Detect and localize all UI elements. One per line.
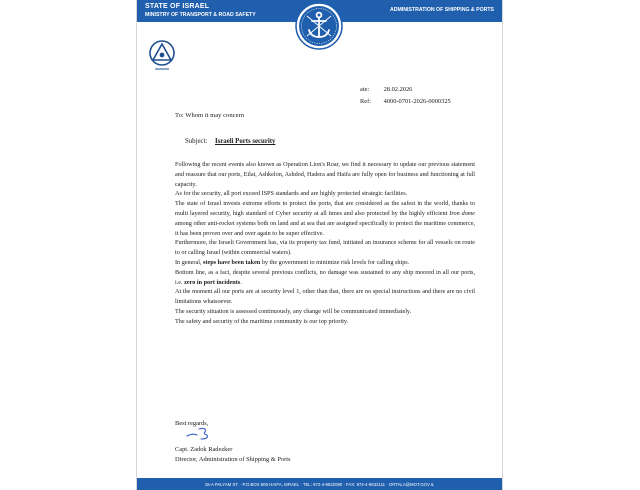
recipient-line: To: Whom it may concern [175,112,244,119]
body-paragraph [175,307,475,317]
paragraph-text: The security situation is assessed continuously, any change will be communicated immediately. [175,307,412,315]
emphasis-text: zero in port incidents [184,278,241,286]
administration-heading: ADMINISTRATION OF SHIPPING & PORTS [390,7,494,13]
subject-label: Subject: [185,138,208,145]
letter-date: 28.02.2026 [383,86,413,93]
paragraph-text: The safety and security of the maritime community is our top priority. [175,317,349,325]
footer-address: 15-A PALYAM ST. · P.O.BOX 806 HAIFA, ISRAEL · TEL: 972-4-8632080 · FAX: 972-4-8632111 · ORTALA@MOT.GOV.IL [204,481,435,487]
footer-contact-bar [137,478,502,490]
body-paragraph [175,268,475,288]
body-paragraph [175,317,475,327]
reference-line [360,98,451,106]
reference-number: 4000-0701-2026-0000325 [383,98,451,105]
signer-name: Capt. Zadok Radezker [175,446,233,453]
ministry-heading: MINISTRY OF TRANSPORT & ROAD SAFETY [145,12,256,18]
letter-page [137,0,502,490]
body-paragraph [175,287,475,307]
paragraph-text: among other anti-rocket systems both on land and at sea that are assigned specifically to protect the maritime commerce, it has been proven over and over again to be super effective. [175,219,475,237]
anchor-emblem-icon [295,2,343,50]
paragraph-text: In general, [175,258,204,266]
date-label: ate: [360,86,370,93]
paragraph-text: As for the security, all port exceed ISPS standards and are highly protected strategic facilities. [175,190,408,198]
triangle-logo-icon [147,36,177,76]
paragraph-text: At the moment all our ports are at security level 1, other than that, there are no special instructions and there are no civil limitations whatsoever. [175,288,475,306]
handwritten-signature-icon [185,425,219,441]
paragraph-text: . [240,278,242,286]
subject-title: Israeli Ports security [214,138,276,145]
body-paragraph [175,199,475,238]
paragraph-text: Furthermore, the Israeli Government has, via its property tax fund, initiated an insurance scheme for all vessels on route to or calling Israel (within commercial waters). [175,239,475,257]
paragraph-text: Bottom line, as a fact, despite several previous conflicts, no damage was sustained to any ship moored in all our ports, i.e. [175,268,475,286]
signer-title: Director, Administration of Shipping & Ports [175,456,291,463]
state-of-israel-heading: STATE OF ISRAEL [145,3,210,10]
date-line [360,86,412,94]
paragraph-text: The state of Israel invests extreme efforts to protect the ports, that are considered as the safest in the world, thanks to multi layered security, high standard of Cyber security at all times and also protected by the highly efficient [175,200,475,217]
subject-line [185,138,275,145]
closing-regards: Best regards, [175,420,209,427]
letter-body [175,160,475,327]
body-paragraph [175,258,475,268]
body-paragraph [175,238,475,258]
emphasis-text: Iron dome [449,209,476,217]
reference-label: Ref: [360,98,372,105]
body-paragraph [175,160,475,189]
emphasis-text: steps have been taken [203,258,261,266]
paragraph-text: by the government to minimize risk levels for calling ships. [260,258,410,266]
body-paragraph [175,189,475,199]
paragraph-text: Following the recent events also known as Operation Lion's Roar, we find it necessary to update our previous statement and reassure that our ports, Eilat, Ashkelon, Ashdod, Hadera and Haifa are fully open for business and functioning at full capacity. [175,161,475,188]
